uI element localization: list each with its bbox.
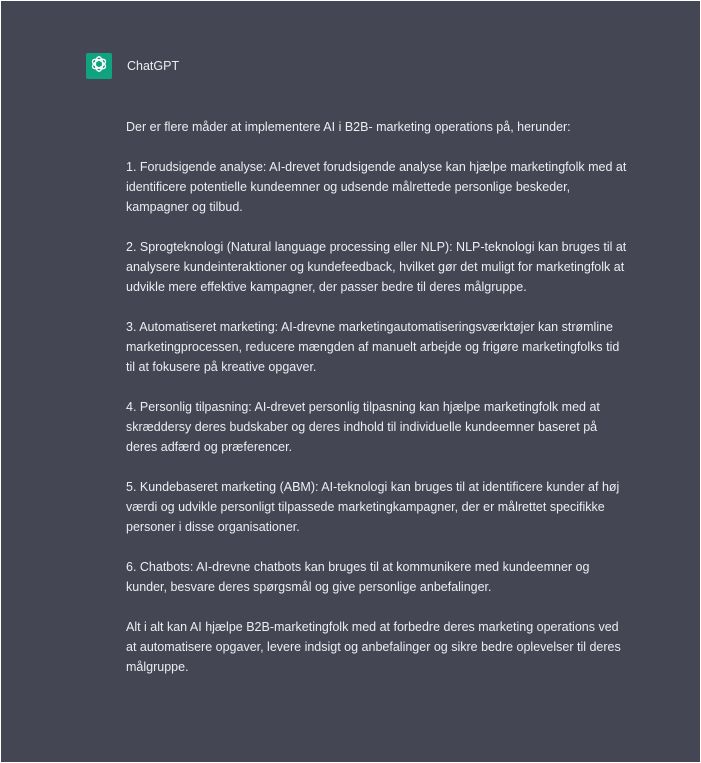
message-intro: Der er flere måder at implementere AI i B2B- marketing operations på, herunder: [126,120,571,134]
list-item: 4. Personlig tilpasning: AI-drevet personlig tilpasning kan hjælpe marketingfolk med at skræddersy deres budskaber og deres indhold til individuelle kundeemner baseret på deres adfærd og præferencer. [126,400,600,454]
message-conclusion: Alt i alt kan AI hjælpe B2B-marketingfolk med at forbedre deres marketing operations ved at automatisere opgaver, levere indsigt og anbefalinger og sikre bedre oplevelser til deres målgruppe. [126,620,621,674]
chat-message-panel [1,1,700,762]
sender-name: ChatGPT [127,59,180,73]
message-header [86,53,179,79]
list-item: 2. Sprogteknologi (Natural language processing eller NLP): NLP-teknologi kan bruges til at analysere kundeinteraktioner og kundefeedback, hvilket gør det muligt for marketingfolk at udvikle mere effektive kampagner, der passer bedre til deres målgruppe. [126,240,627,294]
list-item: 3. Automatiseret marketing: AI-drevne marketingautomatiseringsværktøjer kan strømline marketingprocessen, reducere mængden af manuelt arbejde og frigøre marketingfolks tid til at fokusere på kreative opgaver. [126,320,620,374]
openai-logo-icon [89,54,109,79]
message-body [126,117,631,697]
list-item: 6. Chatbots: AI-drevne chatbots kan bruges til at kommunikere med kundeemner og kunder, besvare deres spørgsmål og give personlige anbefalinger. [126,560,590,594]
list-item: 1. Forudsigende analyse: AI-drevet forudsigende analyse kan hjælpe marketingfolk med at identificere potentielle kundeemner og udsende målrettede personlige beskeder, kampagner og tilbud. [126,160,627,214]
avatar [86,53,112,79]
list-item: 5. Kundebaseret marketing (ABM): AI-teknologi kan bruges til at identificere kunder af høj værdi og udvikle personligt tilpassede marketingkampagner, der er målrettet specifikke personer i disse organisationer. [126,480,620,534]
